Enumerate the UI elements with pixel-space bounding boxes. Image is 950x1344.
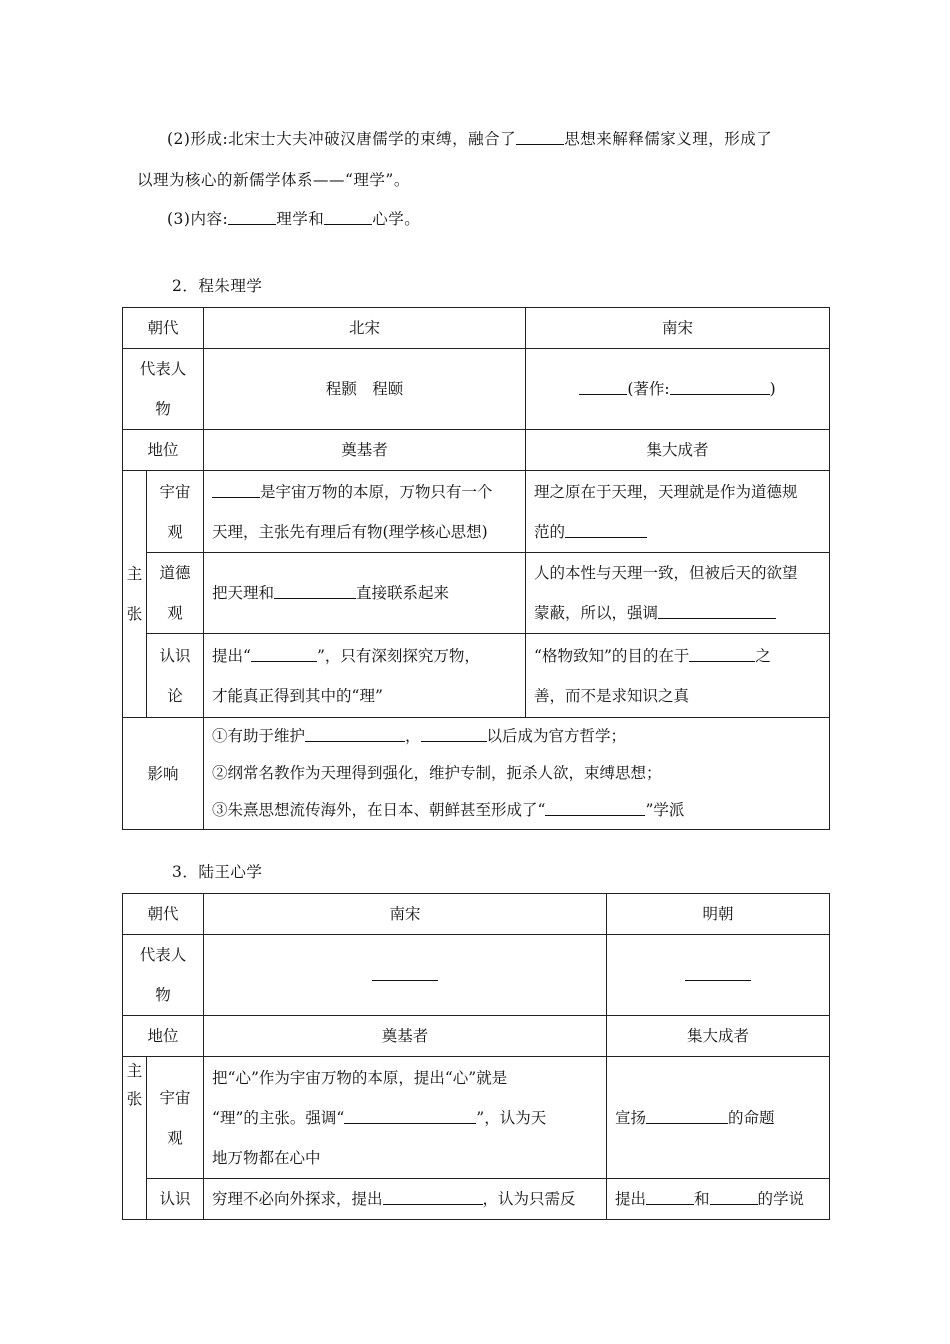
row-label-epistemology: 认识	[147, 1179, 204, 1220]
status-north-cell: 奠基者	[204, 430, 526, 471]
cell-text: 把天理和	[212, 584, 275, 602]
header-north-song: 北宋	[204, 308, 526, 349]
cell-text: 提出“	[212, 646, 251, 665]
cell-text: 地万物都在心中	[212, 1148, 321, 1167]
table-cheng-zhu	[122, 307, 830, 830]
blank-field[interactable]	[212, 483, 260, 498]
header-ming: 明朝	[607, 894, 830, 935]
cell-text: ”，认为天	[476, 1108, 547, 1127]
row-label-text: 代表人物	[139, 946, 187, 1004]
row-label-text: 认识论	[159, 646, 191, 705]
cell-text: 人的本性与天理一致，但被后天的欲望	[534, 564, 798, 582]
cosmos-south-cell	[526, 471, 830, 553]
moral-south-cell	[526, 553, 830, 634]
blank-field[interactable]	[689, 647, 755, 662]
cell-text: ”学派	[645, 801, 685, 819]
cosmos-north-cell	[204, 471, 526, 553]
row-label-representatives	[123, 349, 204, 430]
blank-field[interactable]	[658, 604, 776, 619]
blank-field[interactable]	[228, 210, 276, 225]
intro-line-3	[167, 207, 420, 229]
cell-text: 和	[694, 1190, 710, 1208]
blank-field[interactable]	[383, 1190, 483, 1205]
blank-field[interactable]	[421, 727, 487, 742]
cell-text: ，	[405, 727, 421, 745]
row-label-status: 地位	[123, 430, 204, 471]
rep-south-cell	[204, 935, 607, 1016]
blank-field[interactable]	[251, 647, 317, 662]
row-label-cosmos	[147, 471, 204, 553]
blank-field[interactable]	[274, 584, 356, 599]
cell-text: 才能真正得到其中的“理”	[212, 686, 383, 705]
cell-text: 理之原在于天理，天理就是作为道德规	[534, 482, 798, 501]
row-label-text: 宇宙观	[159, 1088, 191, 1147]
cell-text: 的学说	[757, 1190, 805, 1208]
intro-text: 思想来解释儒家义理，形成了	[564, 130, 773, 148]
cell-text: ①有助于维护	[212, 727, 306, 745]
row-label-representatives	[123, 935, 204, 1016]
group-label-text: 主张	[126, 565, 143, 623]
blank-field[interactable]	[685, 966, 751, 981]
blank-field[interactable]	[545, 801, 645, 816]
cell-text: 蒙蔽，所以，强调	[534, 604, 659, 622]
blank-field[interactable]	[372, 966, 438, 981]
cell-text: 范的	[534, 522, 566, 541]
status-south-cell: 集大成者	[526, 430, 830, 471]
blank-field[interactable]	[670, 380, 770, 395]
header-south-song: 南宋	[204, 894, 607, 935]
cell-text: 把“心”作为宇宙万物的本原，提出“心”就是	[212, 1068, 508, 1087]
blank-field[interactable]	[516, 130, 564, 145]
rep-ming-cell	[607, 935, 830, 1016]
cell-text: 善，而不是求知识之真	[534, 686, 690, 705]
header-dynasty: 朝代	[123, 894, 204, 935]
intro-line-2-cont: 以理为核心的新儒学体系——“理学”。	[137, 171, 410, 189]
cell-text: “格物致知”的目的在于	[534, 646, 690, 665]
cell-text: 提出	[615, 1190, 647, 1208]
blank-field[interactable]	[579, 380, 627, 395]
blank-field[interactable]	[646, 1109, 728, 1124]
row-label-cosmos	[147, 1057, 204, 1179]
blank-field[interactable]	[565, 523, 647, 538]
status-ming-cell: 集大成者	[607, 1016, 830, 1057]
section-heading: 3．陆王心学	[172, 863, 263, 881]
intro-line-2	[167, 127, 772, 149]
group-label-text: 主张	[126, 1062, 143, 1108]
cell-text: ③朱熹思想流传海外，在日本、朝鲜甚至形成了“	[212, 801, 546, 819]
know-south-cell	[204, 1179, 607, 1220]
impact-cell	[204, 718, 830, 830]
row-label-morality	[147, 553, 204, 634]
cell-text: ，认为只需反	[482, 1190, 576, 1208]
cell-text: 宣扬	[615, 1108, 647, 1127]
cell-text: 之	[755, 646, 771, 665]
group-label-claims	[123, 1057, 147, 1220]
table-lu-wang	[122, 893, 830, 1220]
know-ming-cell	[607, 1179, 830, 1220]
cell-text: 直接联系起来	[356, 584, 450, 602]
blank-field[interactable]	[710, 1190, 758, 1205]
section-heading: 2．程朱理学	[172, 277, 263, 295]
cosmos-south-cell	[204, 1057, 607, 1179]
blank-field[interactable]	[305, 727, 405, 742]
row-label-epistemology	[147, 634, 204, 718]
blank-field[interactable]	[344, 1109, 476, 1124]
row-label-status: 地位	[123, 1016, 204, 1057]
cell-text: 的命题	[728, 1108, 775, 1127]
know-north-cell	[204, 634, 526, 718]
blank-field[interactable]	[324, 210, 372, 225]
cell-text: 以后成为官方哲学；	[486, 727, 627, 745]
cosmos-ming-cell	[607, 1057, 830, 1179]
rep-north-cell: 程颢 程颐	[204, 349, 526, 430]
moral-north-cell	[204, 553, 526, 634]
cell-text: ”，只有深刻探究万物，	[316, 646, 480, 665]
group-label-claims	[123, 471, 147, 718]
cell-text: )	[769, 380, 776, 398]
header-dynasty: 朝代	[123, 308, 204, 349]
header-south-song: 南宋	[526, 308, 830, 349]
cell-text: “理”的主张。强调“	[212, 1108, 345, 1127]
intro-text: 心学。	[372, 210, 421, 228]
cell-text: 是宇宙万物的本原，万物只有一个	[260, 482, 493, 501]
blank-field[interactable]	[646, 1190, 694, 1205]
row-label-text: 代表人物	[139, 360, 187, 418]
cell-text: (著作:	[627, 380, 670, 398]
cell-text: 天理，主张先有理后有物(理学核心思想)	[212, 522, 488, 541]
row-label-text: 宇宙观	[159, 482, 191, 541]
cell-text: ②纲常名教作为天理得到强化，维护专制，扼杀人欲，束缚思想；	[212, 764, 662, 782]
status-south-cell: 奠基者	[204, 1016, 607, 1057]
rep-south-cell	[526, 349, 830, 430]
intro-text: (3)内容:	[167, 210, 229, 228]
row-label-text: 道德观	[159, 564, 191, 622]
row-label-impact: 影响	[123, 718, 204, 830]
know-south-cell	[526, 634, 830, 718]
intro-text: (2)形成:北宋士大夫冲破汉唐儒学的束缚，融合了	[167, 130, 517, 148]
intro-text: 理学和	[276, 210, 325, 228]
cell-text: 穷理不必向外探求，提出	[212, 1190, 383, 1208]
